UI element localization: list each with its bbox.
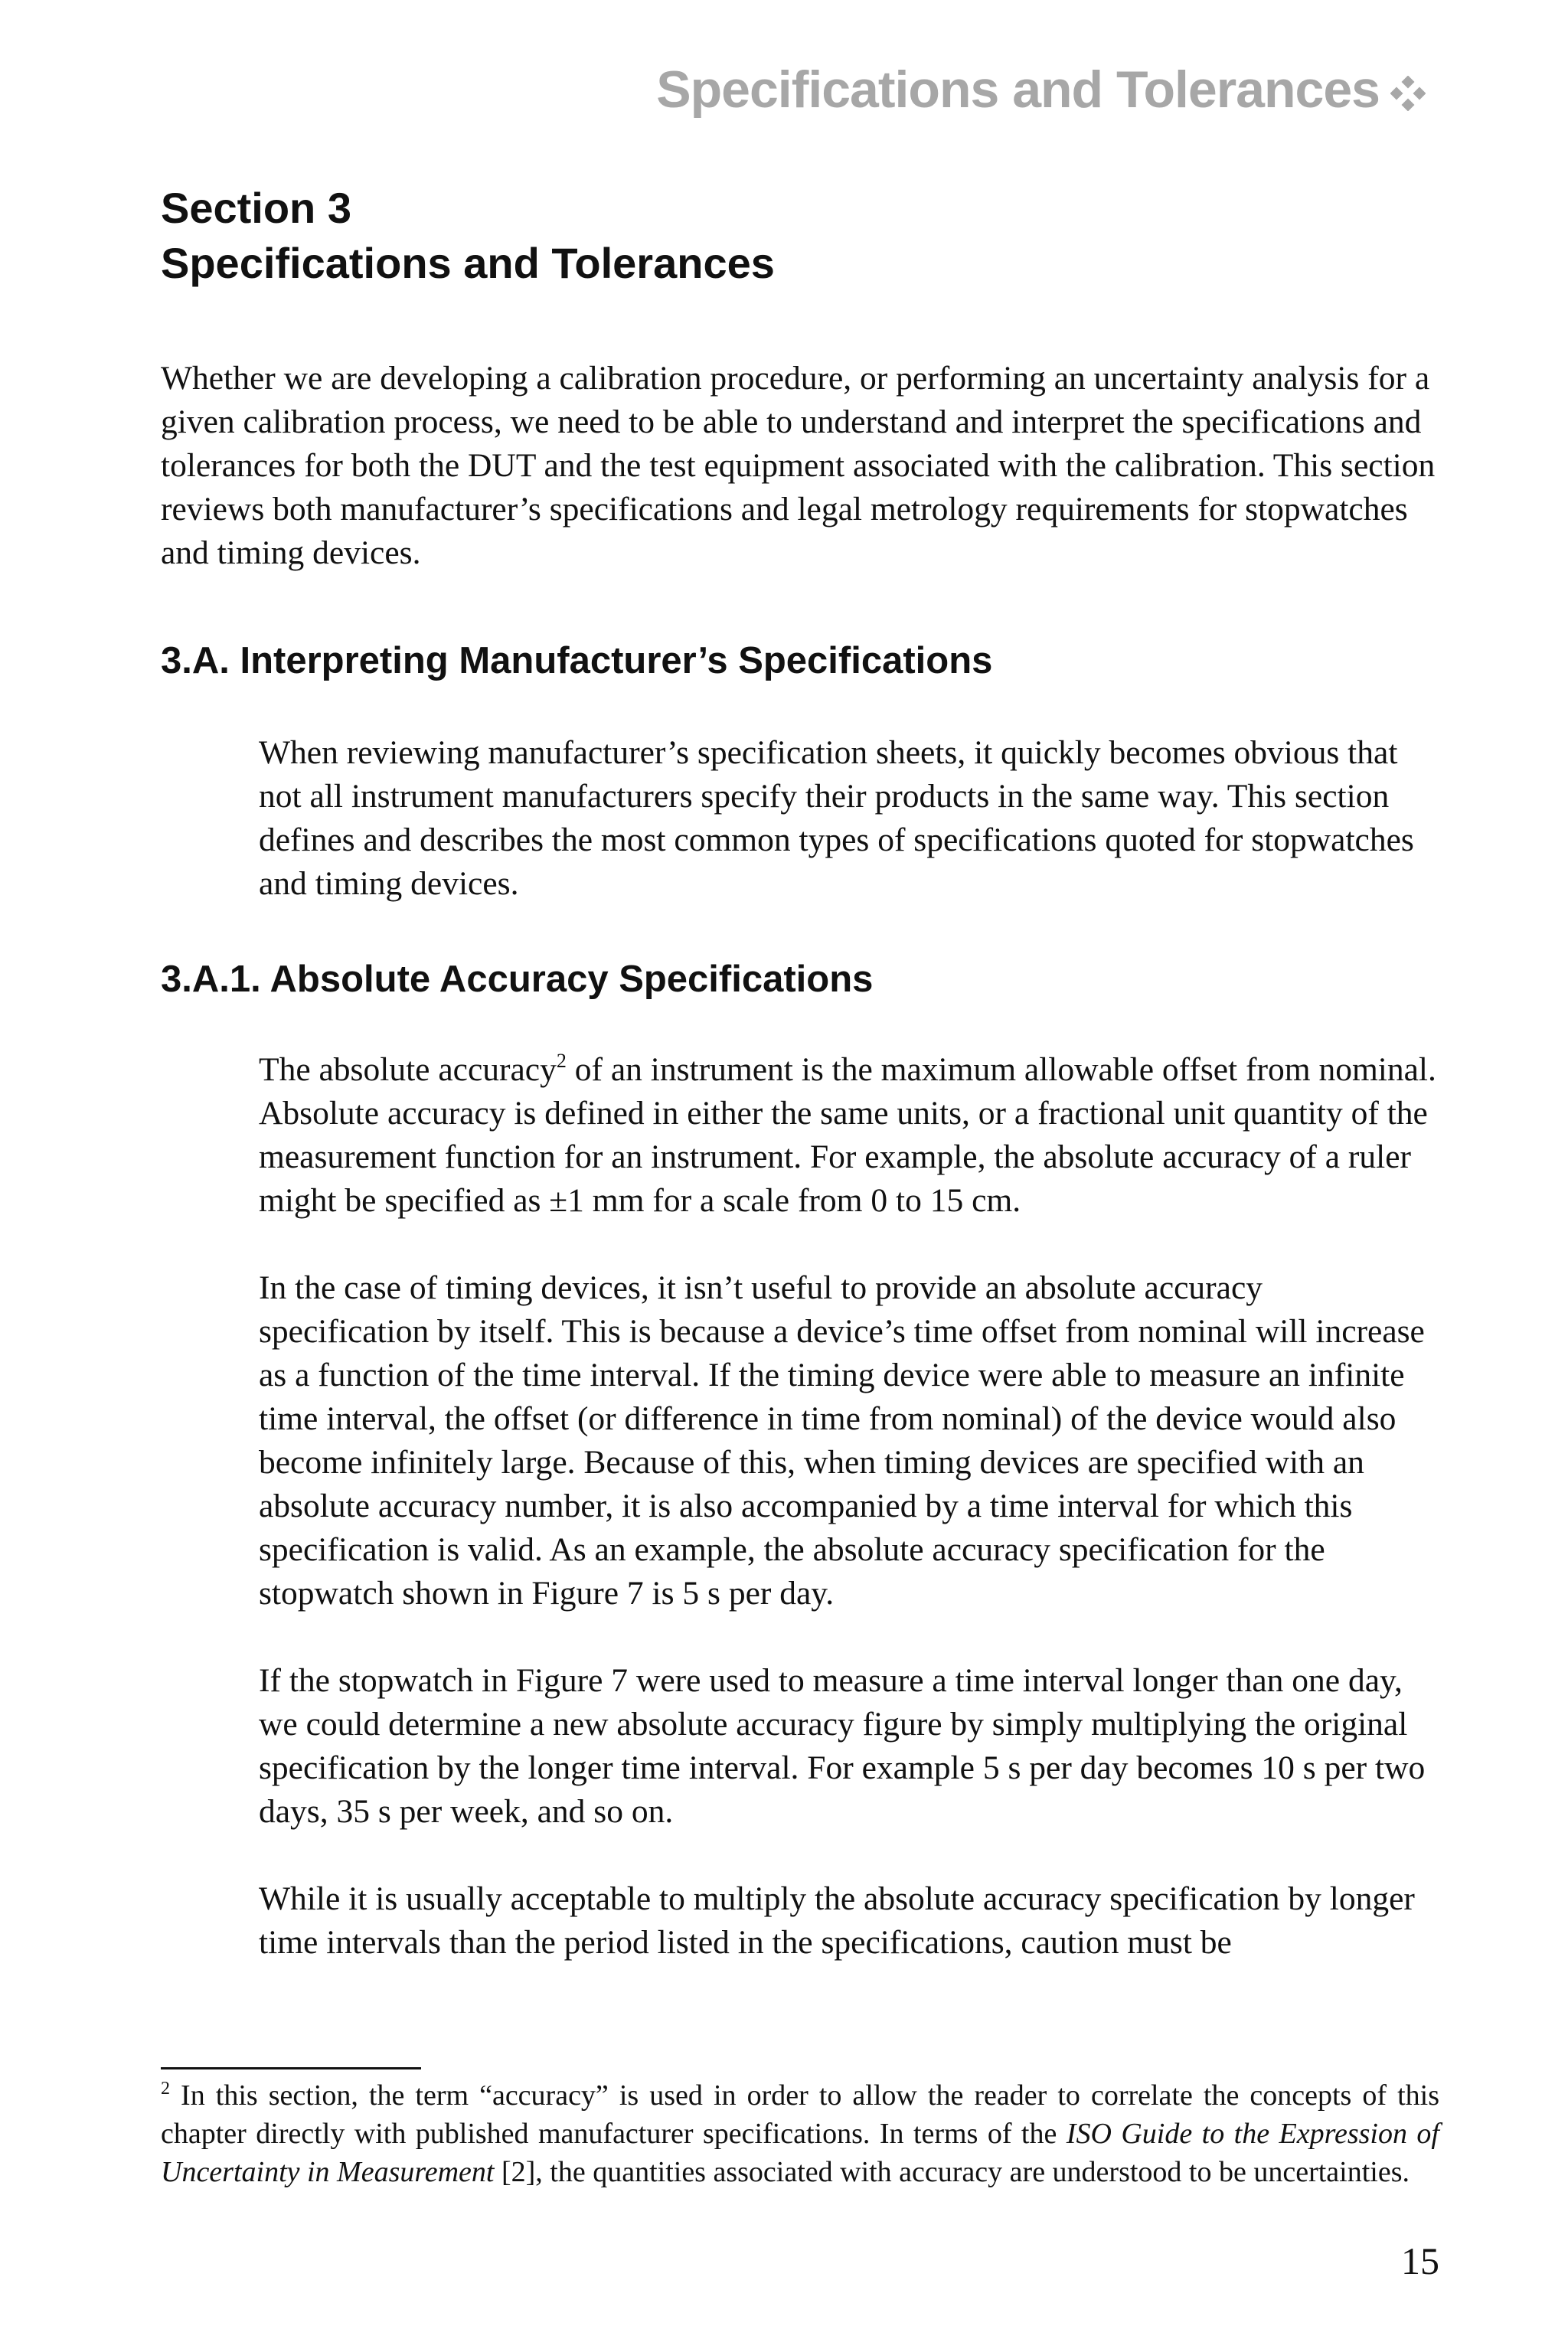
section-number: Section 3	[161, 184, 351, 232]
footnote-divider	[161, 2067, 421, 2069]
footnote	[161, 2076, 1439, 2191]
accuracy-p1-start: The absolute accuracy	[259, 1051, 557, 1088]
running-head-title: Specifications and Tolerances	[656, 60, 1380, 119]
footnote-text-start: In this section, the term “accuracy” is used in order to allow the reader to correlate the concepts of this chapter directly with published manufacturer specifications. In terms of the	[161, 2079, 1439, 2150]
subsection-3a-heading: 3.A. Interpreting Manufacturer’s Specifications	[161, 640, 993, 681]
page-content	[161, 181, 1439, 1965]
accuracy-p1-rest: of an instrument is the maximum allowable offset from nominal. Absolute accuracy is defined in either the same units, or a fractional unit quantity of the measurement function for an instrument. For example, the absolute accuracy of a ruler might be specified as ±1 mm for a scale from 0 to 15 cm.	[259, 1051, 1436, 1219]
footnote-marker: 2	[161, 2079, 170, 2099]
accuracy-paragraph-1	[259, 1048, 1439, 1223]
section-intro: Whether we are developing a calibration procedure, or performing an uncertainty analysis for a given calibration process, we need to be able to understand and interpret the specifications and tolerances for both the DUT and the test equipment associated with the calibration. This section reviews both manufacturer’s specifications and legal metrology requirements for stopwatches and timing devices.	[161, 360, 1436, 571]
diamond-ornament-icon	[1390, 76, 1426, 111]
footnote-reference: 2	[556, 1050, 567, 1072]
subsection-3a1-heading: 3.A.1. Absolute Accuracy Specifications	[161, 959, 874, 1000]
footnote-text-end: [2], the quantities associated with accuracy are understood to be uncertainties.	[494, 2156, 1410, 2188]
footnote-italic-title: ISO Guide to the Expression of Uncertainty in Measurement	[161, 2118, 1439, 2188]
page-number: 15	[1401, 2239, 1439, 2282]
subsection-3a-text: When reviewing manufacturer’s specification sheets, it quickly becomes obvious that not all instrument manufacturers specify their products in the same way. This section defines and describes the most common types of specifications quoted for stopwatches and timing devices.	[259, 734, 1414, 902]
running-head	[656, 60, 1426, 119]
section-title: Specifications and Tolerances	[161, 239, 775, 287]
accuracy-paragraph-4: While it is usually acceptable to multiply the absolute accuracy specification by longer time intervals than the period listed in the specifications, caution must be	[259, 1880, 1415, 1961]
accuracy-paragraph-2: In the case of timing devices, it isn’t useful to provide an absolute accuracy specification by itself. This is because a device’s time offset from nominal will increase as a function of the time interval. If the timing device were able to measure an infinite time interval, the offset (or difference in time from nominal) of the device would also become infinitely large. Because of this, when timing devices are specified with an absolute accuracy number, it is also accompanied by a time interval for which this specification is valid. As an example, the absolute accuracy specification for the stopwatch shown in Figure 7 is 5 s per day.	[259, 1269, 1425, 1612]
accuracy-paragraph-3: If the stopwatch in Figure 7 were used to measure a time interval longer than one day, we could determine a new absolute accuracy figure by simply multiplying the original specification by the longer time interval. For example 5 s per day becomes 10 s per two days, 35 s per week, and so on.	[259, 1662, 1426, 1830]
